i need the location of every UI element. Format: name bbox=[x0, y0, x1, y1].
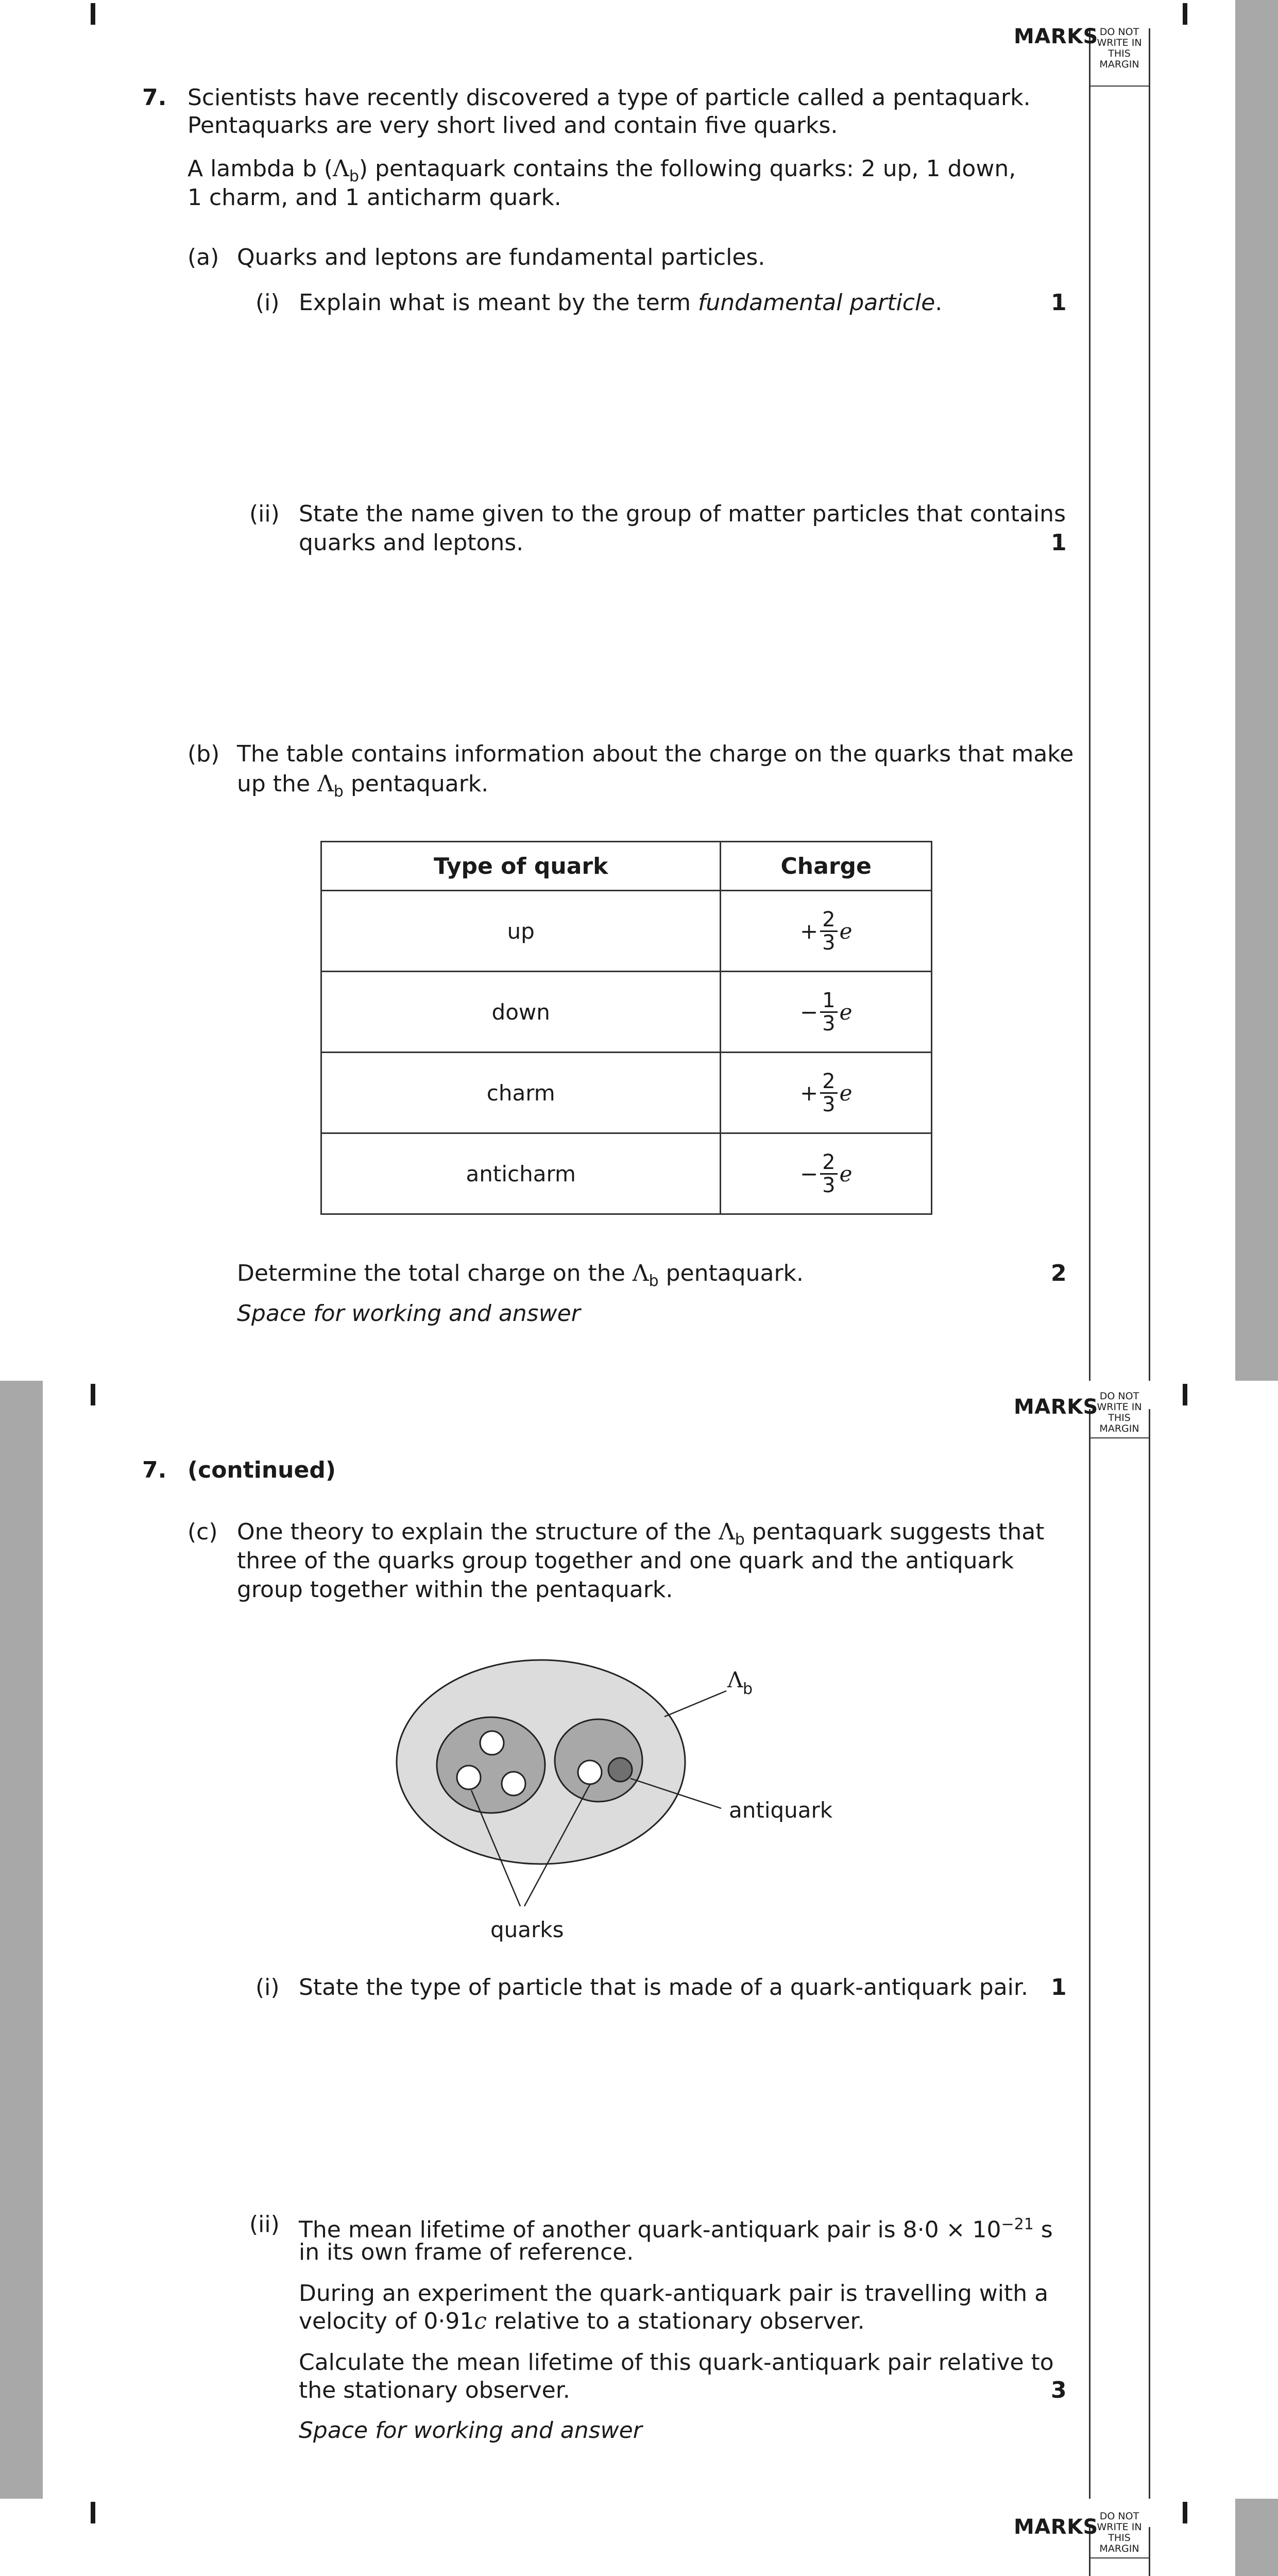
quark-circle bbox=[578, 1760, 602, 1784]
right-gray-strip bbox=[1235, 2499, 1278, 2576]
quark-charge-table bbox=[320, 841, 932, 1215]
part-c-line-3: group together within the pentaquark. bbox=[237, 1577, 673, 1603]
right-gray-strip bbox=[1235, 0, 1278, 1381]
part-c-ii-line-5: Calculate the mean lifetime of this quark-antiquark pair relative to bbox=[299, 2349, 1054, 2376]
table-row bbox=[321, 972, 932, 1053]
part-a-ii-marks: 1 bbox=[1051, 530, 1067, 556]
quark-circle bbox=[480, 1731, 504, 1755]
charge-cell: + $\frac{2}{3}$ e bbox=[721, 1053, 932, 1133]
lambda-intro-line-1: A lambda b $(\Lambda_b)$ pentaquark contains the following quarks: 2 up, 1 down, bbox=[188, 156, 1016, 185]
continued-label: (continued) bbox=[188, 1457, 336, 1483]
quark-antiquark-group bbox=[555, 1719, 642, 1802]
margin-note: DO NOT WRITE IN THIS MARGIN bbox=[1097, 1391, 1142, 1434]
part-a-i-label: (i) bbox=[255, 290, 280, 316]
quark-type-cell: charm bbox=[321, 1053, 721, 1133]
question-number: 7. bbox=[142, 84, 167, 111]
charge-cell: − $\frac{2}{3}$ e bbox=[721, 1133, 932, 1214]
part-a-ii-label: (ii) bbox=[249, 501, 280, 527]
marks-label: MARKS bbox=[1014, 2515, 1098, 2539]
part-b-label: (b) bbox=[188, 741, 220, 767]
margin-rule-right bbox=[1149, 28, 1150, 1381]
margin-note-underline bbox=[1090, 86, 1149, 87]
lambda-label: Λ bbox=[727, 1667, 743, 1692]
page-3 bbox=[0, 2499, 1278, 2576]
part-c-ii-marks: 3 bbox=[1051, 2377, 1067, 2403]
margin-rule-left bbox=[1089, 28, 1090, 1381]
part-c-ii-working-space: Space for working and answer bbox=[299, 2417, 642, 2444]
corner-tick-right bbox=[1183, 1384, 1187, 1405]
part-c-i-label: (i) bbox=[255, 1974, 280, 2001]
part-b-line-1: The table contains information about the charge on the quarks that make bbox=[237, 741, 1074, 767]
part-c-ii-line-6: the stationary observer. bbox=[299, 2377, 570, 2403]
corner-tick-left bbox=[91, 1384, 95, 1405]
part-c-ii-line-2: in its own frame of reference. bbox=[299, 2239, 634, 2265]
quarks-label: quarks bbox=[490, 1917, 564, 1942]
part-c-ii-label: (ii) bbox=[249, 2211, 280, 2238]
part-a-i-marks: 1 bbox=[1051, 290, 1067, 316]
marks-label: MARKS bbox=[1014, 1395, 1098, 1419]
part-c-i-marks: 1 bbox=[1051, 1974, 1067, 2001]
part-a-ii-line-1: State the name given to the group of matter particles that contains bbox=[299, 501, 1066, 527]
part-c-ii-line-3: During an experiment the quark-antiquark pair is travelling with a bbox=[299, 2280, 1049, 2307]
part-b-working-space: Space for working and answer bbox=[237, 1300, 581, 1327]
quark-type-cell: up bbox=[321, 891, 721, 972]
part-a-label: (a) bbox=[188, 244, 219, 270]
quark-circle bbox=[502, 1772, 525, 1795]
part-a-i-text: Explain what is meant by the term fundamental particle. bbox=[299, 290, 943, 316]
part-c-label: (c) bbox=[188, 1519, 218, 1545]
intro-line-1: Scientists have recently discovered a type of particle called a pentaquark. bbox=[188, 84, 1031, 111]
page-2 bbox=[0, 1381, 1278, 2499]
part-a-text: Quarks and leptons are fundamental particles. bbox=[237, 244, 765, 270]
corner-tick-left bbox=[91, 3, 95, 25]
table-row bbox=[321, 1053, 932, 1133]
charge-cell: + $\frac{2}{3}$ e bbox=[721, 891, 932, 972]
corner-tick-right bbox=[1183, 2502, 1187, 2523]
lambda-intro-line-2: 1 charm, and 1 anticharm quark. bbox=[188, 184, 561, 211]
corner-tick-left bbox=[91, 2502, 95, 2523]
charge-cell: − $\frac{1}{3}$ e bbox=[721, 972, 932, 1053]
margin-rule-right bbox=[1149, 2527, 1150, 2576]
margin-rule-right bbox=[1149, 1409, 1150, 2499]
part-c-line-1: One theory to explain the structure of the $\Lambda_b$ pentaquark suggests that bbox=[237, 1519, 1045, 1549]
part-b-line-2: up the $\Lambda_b$ pentaquark. bbox=[237, 771, 489, 801]
part-c-ii-line-4: velocity of 0·91c relative to a stationary observer. bbox=[299, 2308, 865, 2334]
antiquark-label: antiquark bbox=[729, 1798, 833, 1823]
table-header-row bbox=[321, 842, 932, 891]
part-c-line-2: three of the quarks group together and one quark and the antiquark bbox=[237, 1548, 1014, 1574]
column-header-type: Type of quark bbox=[321, 842, 721, 891]
pentaquark-diagram bbox=[361, 1628, 876, 1958]
question-number: 7. bbox=[142, 1457, 167, 1483]
margin-rule-left bbox=[1089, 1409, 1090, 2499]
table-row bbox=[321, 1133, 932, 1214]
antiquark-circle bbox=[608, 1758, 632, 1782]
part-b-marks: 2 bbox=[1051, 1260, 1067, 1286]
part-b-task: Determine the total charge on the $\Lambda_b$ pentaquark. bbox=[237, 1260, 804, 1290]
part-c-i-text: State the type of particle that is made of a quark-antiquark pair. bbox=[299, 1974, 1028, 2001]
margin-note-underline bbox=[1090, 2557, 1149, 2558]
column-header-charge: Charge bbox=[721, 842, 932, 891]
quark-type-cell: down bbox=[321, 972, 721, 1053]
margin-note: DO NOT WRITE IN THIS MARGIN bbox=[1097, 2511, 1142, 2554]
marks-label: MARKS bbox=[1014, 25, 1098, 48]
lambda-pointer-line bbox=[664, 1691, 726, 1717]
part-c-ii-line-1: The mean lifetime of another quark-antiquark pair is $8\cdot 0 \times 10^{-21}$ s bbox=[299, 2215, 1053, 2243]
quark-type-cell: anticharm bbox=[321, 1133, 721, 1214]
left-gray-strip bbox=[0, 1381, 43, 2499]
margin-note-underline bbox=[1090, 1437, 1149, 1438]
corner-tick-right bbox=[1183, 3, 1187, 25]
lambda-label-subscript: b bbox=[743, 1680, 753, 1698]
part-a-ii-line-2: quarks and leptons. bbox=[299, 530, 524, 556]
margin-note: DO NOT WRITE IN THIS MARGIN bbox=[1097, 26, 1142, 70]
intro-line-2: Pentaquarks are very short lived and contain five quarks. bbox=[188, 112, 838, 139]
table-row bbox=[321, 891, 932, 972]
quark-circle bbox=[457, 1766, 481, 1789]
